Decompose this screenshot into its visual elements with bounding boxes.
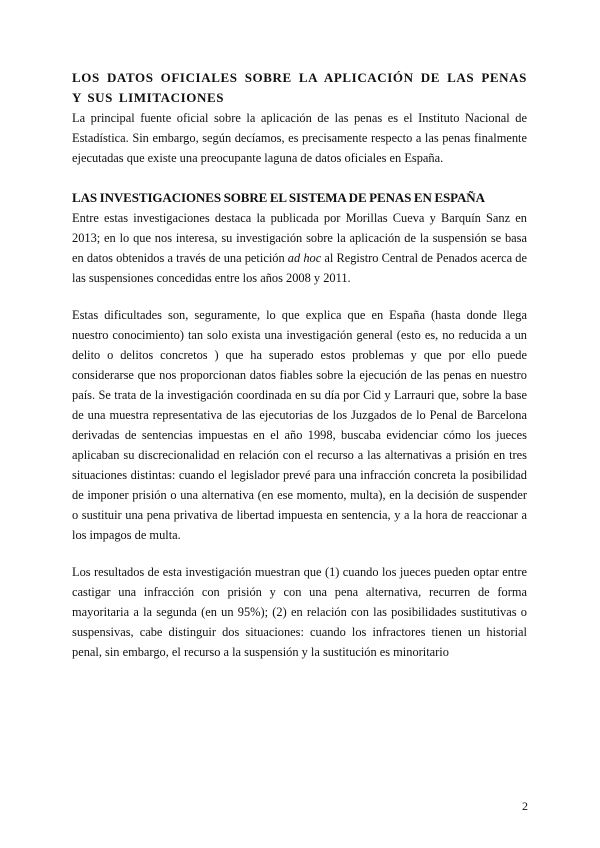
section-heading-investigaciones: LAS INVESTIGACIONES SOBRE EL SISTEMA DE PENAS EN ESPAÑA xyxy=(72,190,485,205)
document-page xyxy=(72,68,527,662)
paragraph-morillas-text-start: Entre estas investigaciones destaca la publicada por Morillas Cueva y Barquín Sanz en 2013; en lo que nos interesa, su investigación sobre la aplicación de la suspensión se basa en datos obtenidos a través de una petición xyxy=(72,211,527,265)
page-number: 2 xyxy=(522,799,528,813)
section-heading-datos-oficiales: LOS DATOS OFICIALES SOBRE LA APLICACIÓN DE LAS PENAS Y SUS LIMITACIONES xyxy=(72,70,527,105)
paragraph-datos-oficiales: La principal fuente oficial sobre la aplicación de las penas es el Instituto Nacional de Estadística. Sin embargo, según decíamos, es precisamente respecto a las penas finalmente ejecutadas que existe una preocupante laguna de datos oficiales en España. xyxy=(72,111,527,165)
paragraph-resultados: Los resultados de esta investigación muestran que (1) cuando los jueces pueden optar entre castigar una infracción con prisión y con una pena alternativa, recurren de forma mayoritaria a la segunda (en un 95%); (2) en relación con las posibilidades sustitutivas o suspensivas, cabe distinguir dos situaciones: cuando los infractores tienen un historial penal, sin embargo, el recurso a la suspensión y la sustitución es minoritario xyxy=(72,565,527,659)
paragraph-cid-larrauri: Estas dificultades son, seguramente, lo que explica que en España (hasta donde llega nuestro conocimiento) tan solo exista una investigación general (esto es, no reducida a un delito o delitos concretos ) que ha superado estos problemas y que por ello puede considerarse que nos proporcionan datos fiables sobre la ejecución de las penas en nuestro país. Se trata de la investigación coordinada en su día por Cid y Larrauri que, sobre la base de una muestra representativa de las ejecutorias de los Juzgados de lo Penal de Barcelona derivadas de sentencias impuestas en el año 1998, buscaba evidenciar cómo los jueces aplicaban su discrecionalidad en relación con el recurso a las alternativas a prisión en tres situaciones distintas: cuando el legislador prevé para una infracción concreta la posibilidad de imponer prisión o una alternativa (en ese momento, multa), en la decisión de suspender o sustituir una pena privativa de libertad impuesta en sentencia, y a la hora de reaccionar a los impagos de multa. xyxy=(72,308,527,542)
paragraph-morillas xyxy=(72,208,527,288)
ad-hoc-italic: ad hoc xyxy=(287,251,322,265)
paragraph-morillas-text-end: al Registro Central de Penados acerca de las suspensiones concedidas entre los años 2008 y 2011. xyxy=(72,251,527,285)
